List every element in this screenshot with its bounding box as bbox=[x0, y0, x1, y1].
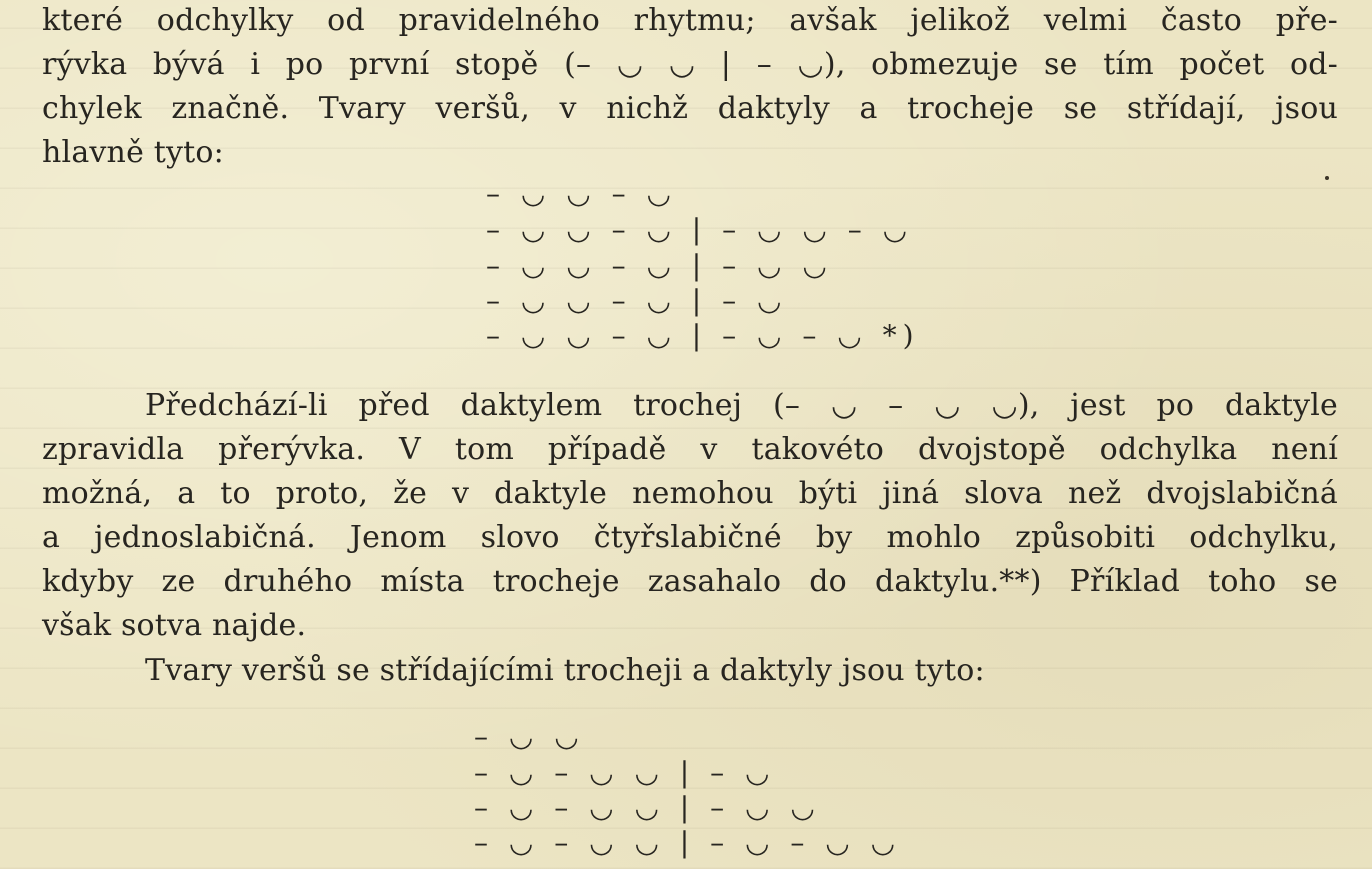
metrical-scheme-2-4: – ◡ – ◡ ◡ | – ◡ – ◡ ◡ bbox=[474, 826, 902, 859]
paragraph-2-line-4: a jednoslabičná. Jenom slovo čtyřslabičné by mohlo způsobiti odchylku, bbox=[42, 520, 1338, 555]
metrical-scheme-1-5: – ◡ ◡ – ◡ | – ◡ – ◡ *) bbox=[486, 319, 920, 352]
paragraph-2-line-1: Předchází-li před daktylem trochej (– ◡ – ◡ ◡), jest po daktyle bbox=[145, 388, 1338, 423]
metrical-scheme-2-2: – ◡ – ◡ ◡ | – ◡ bbox=[474, 756, 776, 789]
metrical-scheme-2-1: – ◡ ◡ bbox=[474, 720, 585, 753]
paragraph-3-line-1: Tvary veršů se střídajícími trocheji a daktyly jsou tyto: bbox=[145, 653, 985, 688]
ink-speck bbox=[1325, 176, 1329, 180]
paragraph-1-line-2: rývka bývá i po první stopě (– ◡ ◡ | – ◡), obmezuje se tím počet od- bbox=[42, 47, 1338, 82]
metrical-scheme-1-4: – ◡ ◡ – ◡ | – ◡ bbox=[486, 284, 788, 317]
paragraph-1-line-4: hlavně tyto: bbox=[42, 135, 224, 170]
paragraph-1-line-3: chylek značně. Tvary veršů, v nichž daktyly a trocheje se střídají, jsou bbox=[42, 91, 1338, 126]
metrical-scheme-1-1: – ◡ ◡ – ◡ bbox=[486, 177, 677, 210]
paragraph-2-line-3: možná, a to proto, že v daktyle nemohou býti jiná slova než dvojslabičná bbox=[42, 476, 1338, 511]
paragraph-1-line-1: které odchylky od pravidelného rhytmu; avšak jelikož velmi často pře- bbox=[42, 3, 1338, 38]
paragraph-2-line-2: zpravidla přerývka. V tom případě v takovéto dvojstopě odchylka není bbox=[42, 432, 1338, 467]
metrical-scheme-2-3: – ◡ – ◡ ◡ | – ◡ ◡ bbox=[474, 791, 821, 824]
metrical-scheme-1-3: – ◡ ◡ – ◡ | – ◡ ◡ bbox=[486, 249, 833, 282]
metrical-scheme-1-2: – ◡ ◡ – ◡ | – ◡ ◡ – ◡ bbox=[486, 213, 914, 246]
paragraph-2-line-5: kdyby ze druhého místa trocheje zasahalo do daktylu.**) Příklad toho se bbox=[42, 564, 1338, 599]
paragraph-2-line-6: však sotva najde. bbox=[42, 608, 307, 643]
